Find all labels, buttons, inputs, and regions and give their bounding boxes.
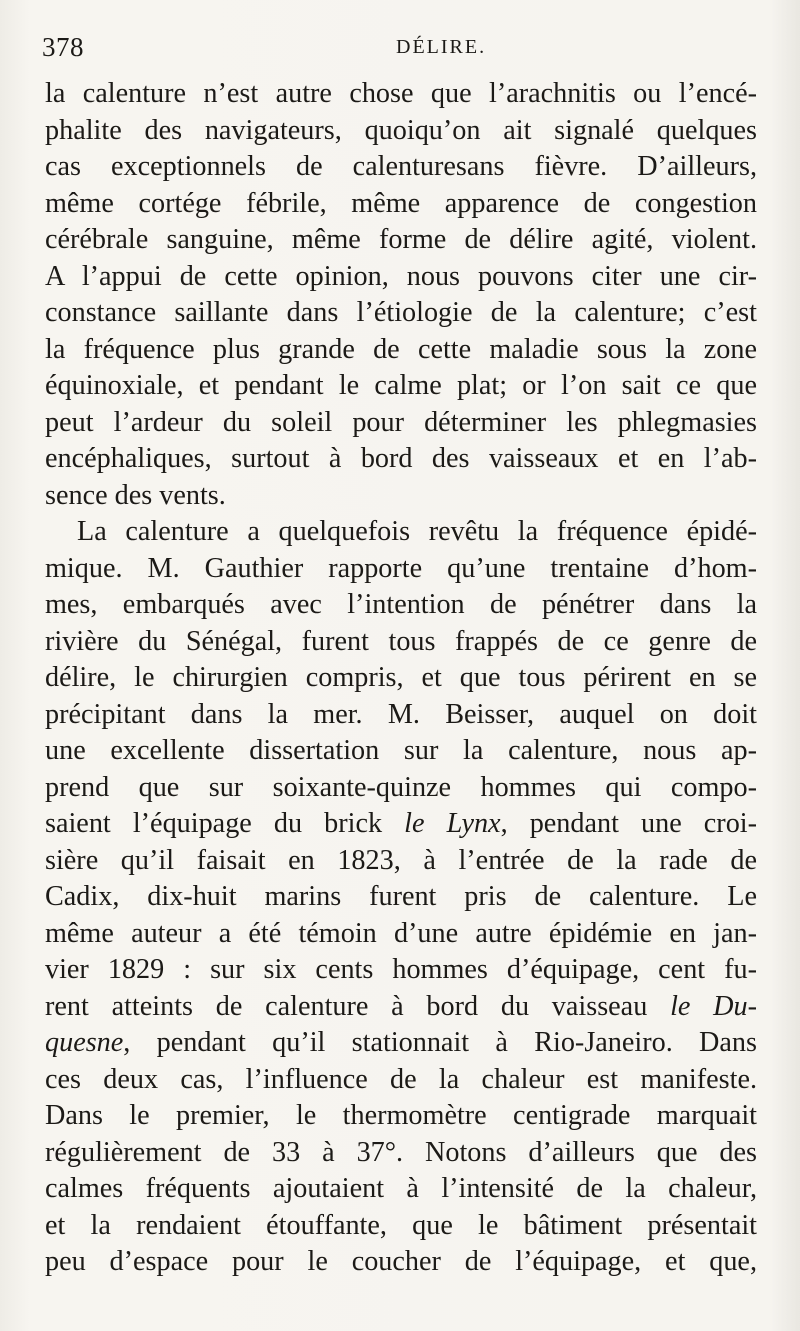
text-line: peut l’ardeur du soleil pour déterminer les phlegmasies bbox=[45, 406, 757, 438]
text-line bbox=[45, 1025, 757, 1062]
text-line: prend que sur soixante-quinze hommes qui compo- bbox=[45, 771, 757, 803]
text-line: la fréquence plus grande de cette maladie sous la zone bbox=[45, 333, 757, 365]
text-line: calmes fréquents ajoutaient à l’intensité de la chaleur, bbox=[45, 1173, 757, 1204]
text-line: rivière du Sénégal, furent tous frappés de ce genre de bbox=[45, 625, 757, 657]
text-line: mes, embarqués avec l’intention de pénétrer dans la bbox=[45, 589, 757, 620]
text-line: équinoxiale, et pendant le calme plat; or l’on sait ce que bbox=[45, 370, 757, 401]
text-fragment: , pendant une croi- bbox=[500, 808, 757, 839]
text-fragment: , pendant qu’il stationnait à Rio-Janeiro. Dans bbox=[123, 1027, 757, 1058]
text-line: même auteur a été témoin d’une autre épidémie en jan- bbox=[45, 917, 757, 949]
page-header bbox=[42, 32, 758, 72]
text-line: A l’appui de cette opinion, nous pouvons citer une cir- bbox=[45, 260, 757, 292]
italic-ship-name: le Du- bbox=[670, 990, 757, 1022]
text-line: et la rendaient étouffante, que le bâtiment présentait bbox=[45, 1209, 757, 1241]
text-line: ces deux cas, l’influence de la chaleur est manifeste. bbox=[45, 1063, 757, 1095]
text-line: une excellente dissertation sur la calenture, nous ap- bbox=[45, 735, 757, 766]
text-line: même cortége fébrile, même apparence de congestion bbox=[45, 187, 757, 219]
italic-ship-name: quesne bbox=[45, 1027, 124, 1058]
text-line: mique. M. Gauthier rapporte qu’une trentaine d’hom- bbox=[45, 552, 757, 584]
text-line: vier 1829 : sur six cents hommes d’équipage, cent fu- bbox=[45, 954, 757, 985]
text-line: cérébrale sanguine, même forme de délire agité, violent. bbox=[45, 224, 757, 255]
page-number: 378 bbox=[42, 32, 84, 62]
body-text bbox=[45, 76, 757, 1281]
text-line: la calenture n’est autre chose que l’arachnitis ou l’encé- bbox=[45, 78, 757, 109]
text-line: La calenture a quelquefois revêtu la fréquence épidé- bbox=[77, 516, 757, 547]
text-fragment: rent atteints de calenture à bord du vaisseau bbox=[45, 990, 648, 1022]
text-line: peu d’espace pour le coucher de l’équipage, et que, bbox=[45, 1246, 757, 1277]
text-line: encéphaliques, surtout à bord des vaisseaux et en l’ab- bbox=[45, 443, 757, 474]
running-title: DÉLIRE. bbox=[396, 36, 487, 58]
text-line: sence des vents. bbox=[45, 479, 226, 511]
text-line bbox=[45, 806, 757, 843]
text-line: sière qu’il faisait en 1823, à l’entrée de la rade de bbox=[45, 844, 757, 876]
text-line: régulièrement de 33 à 37°. Notons d’ailleurs que des bbox=[45, 1136, 757, 1168]
italic-ship-name: le Lynx bbox=[404, 808, 501, 839]
text-line: Dans le premier, le thermomètre centigrade marquait bbox=[45, 1100, 757, 1131]
text-line: phalite des navigateurs, quoiqu’on ait signalé quelques bbox=[45, 114, 757, 146]
text-fragment: saient l’équipage du brick bbox=[45, 808, 383, 839]
text-line: Cadix, dix-huit marins furent pris de calenture. Le bbox=[45, 881, 757, 912]
text-line: délire, le chirurgien compris, et que tous périrent en se bbox=[45, 662, 757, 693]
text-line: constance saillante dans l’étiologie de la calenture; c’est bbox=[45, 297, 757, 328]
text-line: cas exceptionnels de calenturesans fièvre. D’ailleurs, bbox=[45, 151, 757, 182]
text-line: précipitant dans la mer. M. Beisser, auquel on doit bbox=[45, 698, 757, 730]
text-line bbox=[45, 989, 757, 1026]
